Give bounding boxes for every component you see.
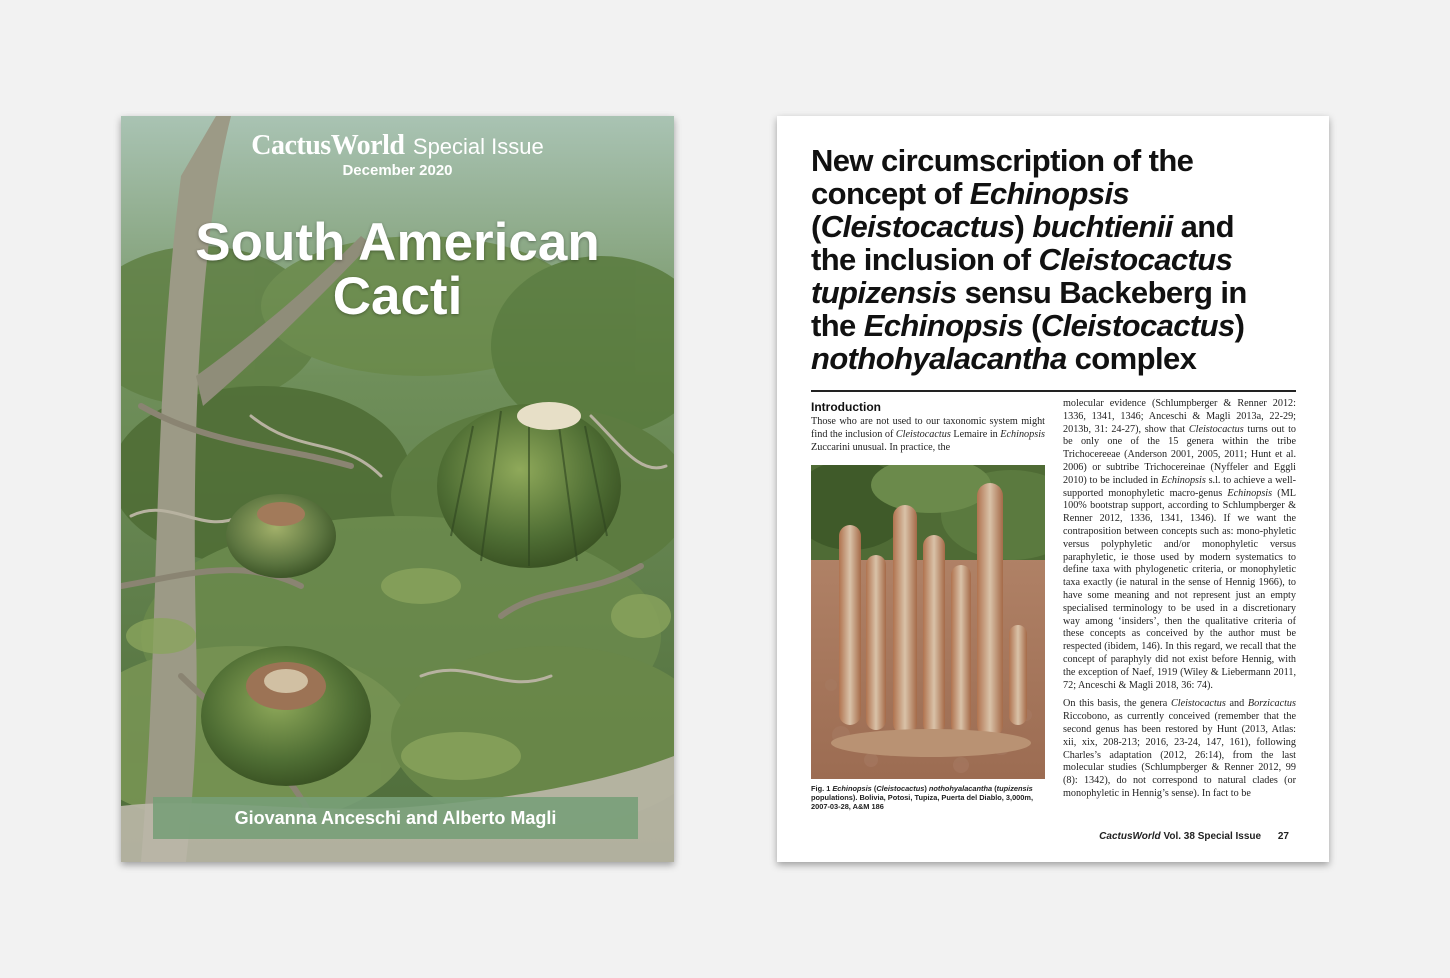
left-column xyxy=(811,398,1045,454)
italic-term: Cleistocactus xyxy=(876,784,925,793)
italic-term: Echinopsis xyxy=(1227,487,1273,499)
section-heading: Introduction xyxy=(811,400,881,414)
text-run: the inclusion of xyxy=(811,242,1039,277)
cover-title-line-1: South American xyxy=(195,213,600,272)
text-run: populations). Bolivia, Potosi, Tupiza, Puerta del Diablo, 3,000m, 2007-03-28, A&M 186 xyxy=(811,793,1034,812)
text-run: Those who are not used to our taxonomic system might find the inclusion of xyxy=(811,416,1045,440)
figure-1-caption xyxy=(811,784,1045,812)
italic-term: Cleistocactus xyxy=(895,428,951,440)
cover-masthead xyxy=(121,130,674,179)
italic-term: Cleistocactus xyxy=(1040,308,1235,343)
text-run: the xyxy=(811,308,864,343)
italic-term: Cleistocactus xyxy=(820,209,1015,244)
magazine-brand: CactusWorld xyxy=(251,130,405,161)
text-run: ( xyxy=(992,784,997,793)
article-title-line xyxy=(811,276,1311,309)
text-run: turns out to be only one of the 15 genera within the tribe Trichocereeae (Anderson 2001, 2005, 2011; Hunt et al. 2006) or subtribe Trichocereinae (Nyffeler and Eggli 2010) to be included in xyxy=(1063,423,1296,486)
text-run: and xyxy=(1225,698,1248,710)
text-run: ) xyxy=(1014,209,1033,244)
article-title xyxy=(811,144,1311,375)
page-number: 27 xyxy=(1277,831,1289,842)
italic-term: nothohyalacantha xyxy=(811,341,1067,376)
article-title-line xyxy=(811,309,1311,342)
article-title-line xyxy=(811,210,1311,243)
article-page xyxy=(777,116,1329,862)
italic-term: Borzicactus xyxy=(1247,698,1296,710)
italic-term: Cleistocactus xyxy=(1188,423,1244,435)
cover-title xyxy=(121,213,674,326)
text-run: molecular evidence (Schlumpberger & Renner 2012: 1336, 1341, 1346; Anceschi & Magli 2013a, 22-29; 2013b, 31: 24-27), show that xyxy=(1063,398,1296,435)
italic-term: Echinopsis xyxy=(1000,428,1046,440)
title-divider xyxy=(811,390,1296,392)
text-run: Lemaire in xyxy=(950,428,1001,440)
footer-magazine: CactusWorld xyxy=(1099,831,1161,842)
article-title-line xyxy=(811,144,1311,177)
text-run: sensu Backeberg in xyxy=(956,275,1247,310)
italic-term: Echinopsis xyxy=(832,784,872,793)
text-run: concept of xyxy=(811,176,970,211)
italic-term: Cleistocactus xyxy=(1170,698,1226,710)
text-run: New circumscription of the xyxy=(811,143,1194,178)
italic-term: Echinopsis xyxy=(1161,474,1206,486)
page-footer xyxy=(1099,831,1289,842)
cleistocactus-photo xyxy=(811,465,1045,779)
text-run: and xyxy=(1172,209,1234,244)
footer-volume: Vol. 38 Special Issue xyxy=(1163,831,1262,842)
article-title-line xyxy=(811,177,1311,210)
italic-term: Cleistocactus xyxy=(1038,242,1233,277)
italic-term: tupizensis xyxy=(996,784,1033,793)
cover-title-line-2: Cacti xyxy=(332,267,463,326)
text-run: (ML 100% bootstrap support, according to Schlumpberger & Renner 2012, 1336, 1341, 1346). If we want the contraposition between concepts such as: mono-phyletic versus polyphyletic and/or monophyletic versus paraphyletic, ie those used by modern systematics to define taxa with phylogenetic criteria, or monophyletic taxa exactly (ie natural in the sense of Hennig 1966), to have some meaning and not represent just an empty specialised terminology to be used in a discretionary way among ‘insiders’, then the qualitative criteria of these concepts as conceived by the author must be respected (ibidem, 146). In this regard, we recall that the concept of paraphyly did not exist before Hennig, with the exception of Naef, 1919 (Wiley & Liebermann 2011, 72; Anceschi & Magli 2018, 36: 74). xyxy=(1063,487,1296,691)
figure-1-photo xyxy=(811,465,1045,779)
text-run: On this basis, the genera xyxy=(1063,698,1171,710)
issue-date: December 2020 xyxy=(342,162,453,179)
text-run: Zuccarini unusual. In practice, the xyxy=(811,441,951,453)
text-run: Riccobono, as currently conceived (remember that the second genus has been restored by Hunt (2013, Atlas: xii, xix, 208-213; 2016, 23-24, 147, 161), following Charles’s adaptation (2012, 26:14), from the last molecular studies (Schlumpberger & Renner 2012, 99 (8): 1342), do not correspond to natural clades (or monophyletic in Hennig’s sense). In fact to be xyxy=(1063,711,1296,799)
italic-term: tupizensis xyxy=(811,275,957,310)
cover-authors: Giovanna Anceschi and Alberto Magli xyxy=(153,797,638,839)
text-run: ( xyxy=(1023,308,1041,343)
italic-term: Echinopsis xyxy=(969,176,1130,211)
special-issue-label: Special Issue xyxy=(412,134,544,159)
magazine-cover xyxy=(121,116,674,862)
text-run: ( xyxy=(871,784,877,793)
text-run: s.l. to achieve a well-supported monophyletic macro-genus xyxy=(1063,474,1296,499)
body-paragraph-1 xyxy=(1063,398,1296,692)
text-run: ) xyxy=(924,784,929,793)
italic-term: nothohyalacantha xyxy=(928,784,993,793)
right-column xyxy=(1063,398,1296,801)
body-paragraph-2 xyxy=(1063,698,1296,800)
italic-term: Echinopsis xyxy=(863,308,1024,343)
intro-paragraph xyxy=(811,416,1045,454)
italic-term: buchtienii xyxy=(1032,209,1173,244)
text-run: complex xyxy=(1066,341,1197,376)
text-run: Fig. 1 xyxy=(811,784,833,793)
article-title-line xyxy=(811,342,1311,375)
article-title-line xyxy=(811,243,1311,276)
text-run: ( xyxy=(811,209,821,244)
text-run: ) xyxy=(1234,308,1245,343)
